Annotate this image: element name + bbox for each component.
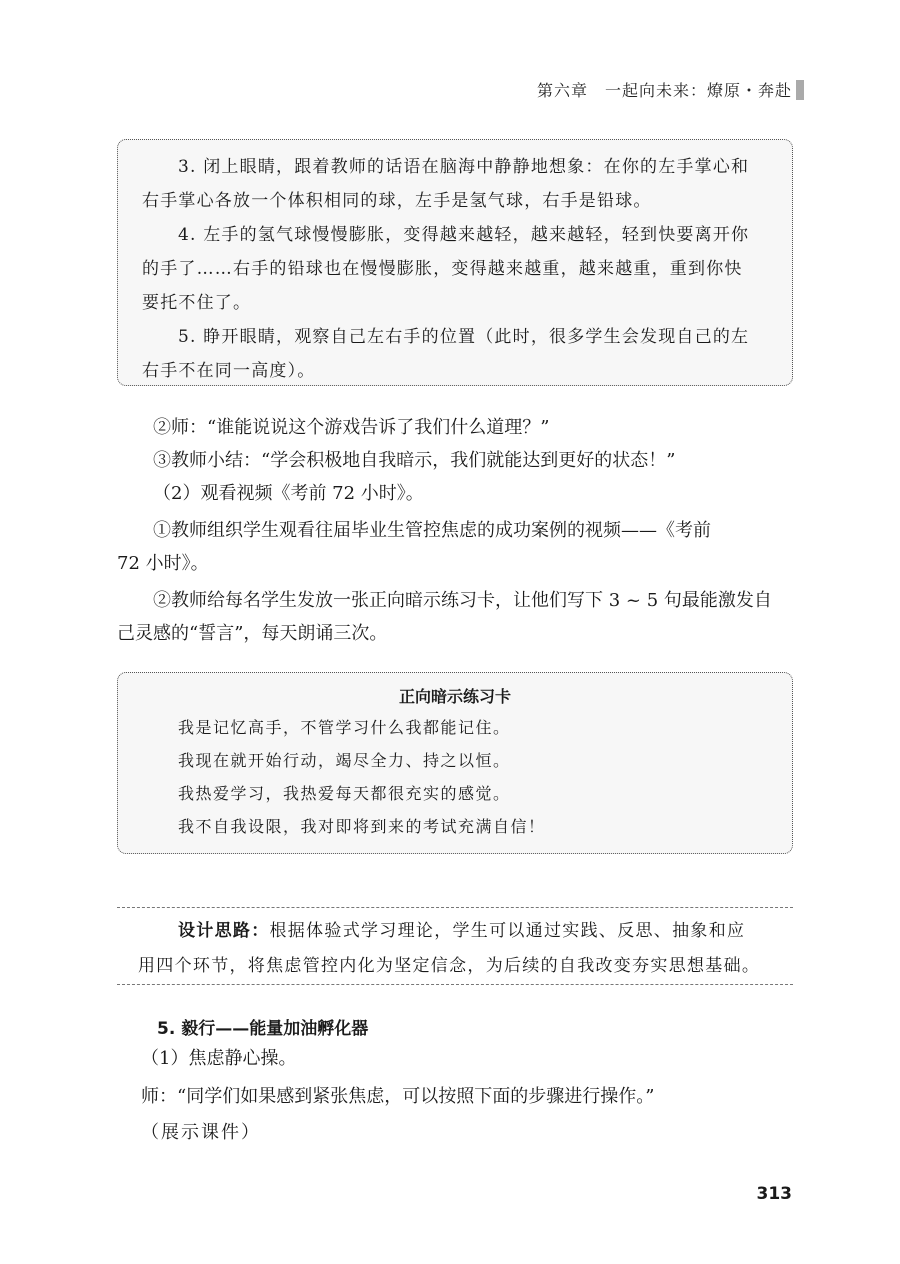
box-line: 要托不住了。 [142, 293, 252, 313]
box-line: 4. 左手的氢气球慢慢膨胀，变得越来越轻，越来越轻，轻到快要离开你 [178, 225, 750, 245]
box-line: 3. 闭上眼睛，跟着教师的话语在脑海中静静地想象：在你的左手掌心和 [178, 157, 750, 177]
card-line: 我现在就开始行动，竭尽全力、持之以恒。 [178, 751, 511, 770]
page-number: 313 [756, 1184, 792, 1204]
paragraph: ②教师给每名学生发放一张正向暗示练习卡，让他们写下 3 ~ 5 句最能激发自 [153, 590, 772, 611]
game-steps-box [117, 139, 793, 386]
card-line: 我不自我设限，我对即将到来的考试充满自信！ [178, 817, 546, 836]
card-line: 我热爱学习，我热爱每天都很充实的感觉。 [178, 784, 511, 803]
dashed-divider-top [117, 907, 793, 908]
paragraph: ③教师小结：“学会积极地自我暗示，我们就能达到更好的状态！” [153, 450, 676, 471]
paragraph: ②师：“谁能说说这个游戏告诉了我们什么道理？” [153, 417, 550, 438]
design-text: 用四个环节，将焦虑管控内化为坚定信念，为后续的自我改变夯实思想基础。 [138, 956, 761, 976]
paragraph: （展示课件） [141, 1122, 261, 1143]
paragraph: 己灵感的“誓言”，每天朗诵三次。 [117, 623, 388, 644]
dashed-divider-bottom [117, 984, 793, 985]
card-title: 正向暗示练习卡 [398, 687, 511, 706]
paragraph: ①教师组织学生观看往届毕业生管控焦虑的成功案例的视频——《考前 [153, 520, 711, 541]
box-line: 右手不在同一高度）。 [142, 361, 316, 381]
design-rationale [138, 914, 778, 984]
running-head-bar [796, 80, 804, 100]
design-text: 根据体验式学习理论，学生可以通过实践、反思、抽象和应 [269, 921, 746, 941]
positive-suggestion-card [117, 672, 793, 854]
running-head: 第六章 一起向未来：燎原・奔赴 [536, 81, 792, 100]
paragraph: 72 小时》。 [117, 553, 209, 574]
box-line: 的手了……右手的铅球也在慢慢膨胀，变得越来越重，越来越重，重到你快 [142, 259, 743, 279]
box-line: 右手掌心各放一个体积相同的球，左手是氢气球，右手是铅球。 [142, 191, 652, 211]
subsection-title: （1）焦虑静心操。 [141, 1048, 297, 1069]
paragraph: （2）观看视频《考前 72 小时》。 [153, 483, 424, 504]
section-heading: 5. 毅行——能量加油孵化器 [157, 1019, 369, 1039]
card-line: 我是记忆高手，不管学习什么我都能记住。 [178, 718, 511, 737]
box-line: 5. 睁开眼睛，观察自己左右手的位置（此时，很多学生会发现自己的左 [178, 327, 750, 347]
design-label: 设计思路： [178, 921, 270, 941]
body-paragraphs [117, 411, 797, 650]
paragraph: 师：“同学们如果感到紧张焦虑，可以按照下面的步骤进行操作。” [141, 1086, 655, 1107]
